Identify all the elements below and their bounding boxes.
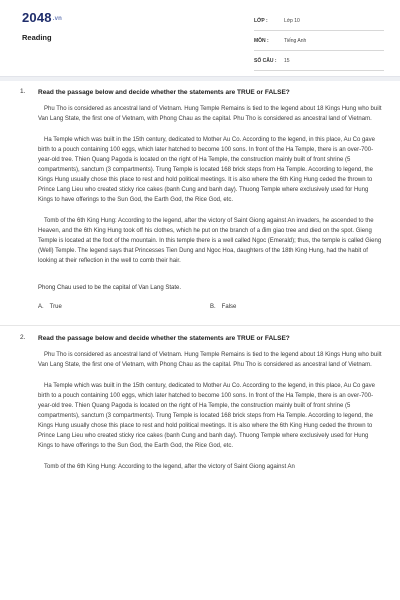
meta-row-count: [254, 54, 384, 71]
page-header: [0, 0, 400, 76]
question-number: 2.: [20, 334, 26, 341]
question-title: Read the passage below and decide whether the statements are TRUE or FALSE?: [38, 335, 290, 342]
meta-row-class: [254, 14, 384, 31]
meta-value: Tiếng Anh: [284, 38, 307, 44]
option-a[interactable]: [38, 304, 62, 310]
option-label: A.: [38, 304, 44, 310]
passage-paragraph: Tomb of the 6th King Hung: According to the legend, after the victory of Saint Giong against An: [44, 464, 295, 470]
question-number: 1.: [20, 88, 26, 95]
passage-paragraph: Tomb of the 6th King Hung: According to the legend, after the victory of Saint Giong against An invaders, he ascended to the Heaven, and the 6th King Hung took off his clothes, which he put on the branch of a đim giao tree and died on the spot. Gieng Temple is located at the foot of the mountain. In this temple there is a well called Ngoc (Emerald); thus, the temple is called Gieng (Well) Temple. The legend says that Princesses Tien Dung and Ngoc Hoa, daughters of the 18th King Hung, had the habit of looking at their reflection in the well to comb their hair.: [38, 218, 382, 264]
option-text: False: [221, 304, 237, 310]
exam-meta: [254, 14, 384, 74]
meta-label: MÔN :: [254, 38, 269, 44]
reading-passage: [0, 344, 400, 472]
passage-paragraph: Phu Tho is considered as ancestral land of Vietnam. Hung Temple Remains is tied to the legend about 18 Kings Hung who built Van Lang State, the first one of Vietnam, with Phong Chau as the capital. Phu Tho is considered as ancestral land of Vietnam.: [38, 106, 382, 122]
logo-suffix: .vn: [52, 15, 63, 22]
meta-row-subject: [254, 34, 384, 51]
question-statement: Phong Chau used to be the capital of Van Lang State.: [38, 285, 181, 291]
question-1: [0, 80, 400, 326]
answer-options: [38, 304, 400, 322]
passage-paragraph: Phu Tho is considered as ancestral land of Vietnam. Hung Temple Remains is tied to the legend about 18 Kings Hung who built Van Lang State, the first one of Vietnam, with Phong Chau as the capital. Phu Tho is considered as ancestral land of Vietnam.: [38, 352, 382, 368]
option-label: B.: [210, 304, 216, 310]
logo-text: 2048: [22, 10, 52, 25]
question-header: [0, 80, 400, 98]
option-text: True: [49, 304, 62, 310]
meta-value: 15: [284, 58, 290, 64]
question-header: [0, 326, 400, 344]
site-logo[interactable]: [22, 10, 62, 25]
option-b[interactable]: [210, 304, 236, 310]
question-title: Read the passage below and decide whether the statements are TRUE or FALSE?: [38, 89, 290, 96]
reading-passage: [0, 98, 400, 266]
meta-value: Lớp 10: [284, 18, 300, 24]
question-list: [0, 80, 400, 600]
meta-label: SỐ CÂU :: [254, 58, 277, 64]
meta-label: LỚP :: [254, 18, 268, 24]
passage-paragraph: Ha Temple which was built in the 15th century, dedicated to Mother Au Co. According to the legend, in this place, Au Co gave birth to a pouch containing 100 eggs, which later hatched to become 100 sons. In front of the Ha Temple, there is an over-700-year-old tree. Thien Quang Pagoda is located on the right of Ha Temple, the construction mainly built of front shrine (5 compartments), sanctum (3 compartments). Trung Temple is located 168 brick steps from Ha Temple. According to legend, the Kings Hung usually chose this place to rest and hold political meetings. It is also where the 6th King Hung ceded the thrown to Prince Lang Lieu who created sticky rice cakes (banh Cung and banh day). Thuong Temple where exclusively used for Hung Kings to have offerings to the Sun God, the Earth God, the Rice God, etc.: [38, 137, 375, 203]
subject-title: Reading: [22, 33, 52, 42]
passage-paragraph: Ha Temple which was built in the 15th century, dedicated to Mother Au Co. According to the legend, in this place, Au Co gave birth to a pouch containing 100 eggs, which later hatched to become 100 sons. In front of the Ha Temple, there is an over-700-year-old tree. Thien Quang Pagoda is located on the right of Ha Temple, the construction mainly built of front shrine (5 compartments), sanctum (3 compartments). Trung Temple is located 168 brick steps from Ha Temple. According to legend, the Kings Hung usually chose this place to rest and hold political meetings. It is also where the 6th King Hung ceded the thrown to Prince Lang Lieu who created sticky rice cakes (banh Cung and banh day). Thuong Temple where exclusively used for Hung Kings to have offerings to the Sun God, the Earth God, the Rice God, etc.: [38, 383, 375, 449]
question-2: [0, 326, 400, 472]
